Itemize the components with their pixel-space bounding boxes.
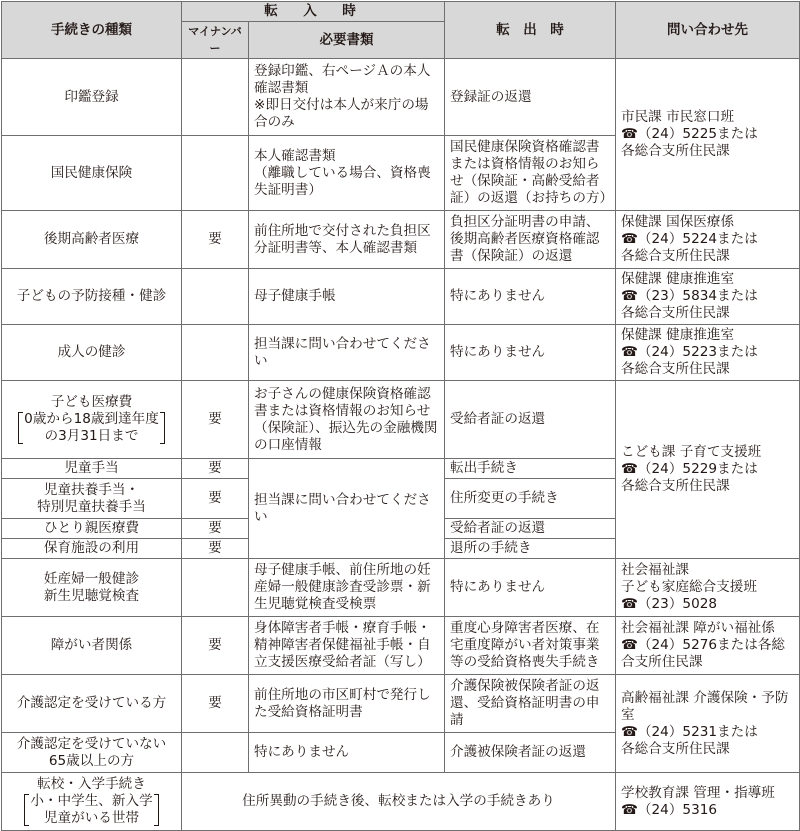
table-row [2,269,800,325]
required-documents: 身体障害者手帳・療育手帳・精神障害者保健福祉手帳・自立支援医療受給者証（写し） [249,617,445,675]
mynumber-required: 要 [182,211,249,269]
procedures-table [1,1,800,831]
header-move-out: 転 出 時 [445,2,616,59]
procedure-type-cell [2,381,182,459]
mynumber-required: 要 [182,479,249,519]
move-out-procedure: 特にありません [445,559,616,617]
table-row [2,559,800,617]
mynumber-required [182,733,249,773]
procedure-type: 後期高齢者医療 [2,211,182,269]
mynumber-required [182,136,249,211]
mynumber-required: 要 [182,519,249,539]
procedure-type: 国民健康保険 [2,136,182,211]
move-out-procedure: 受給者証の返還 [445,381,616,459]
procedure-type: 介護認定を受けている方 [2,675,182,733]
move-out-procedure: 介護保険被保険者証の返還、受給資格証明書の申請 [445,675,616,733]
mynumber-required: 要 [182,381,249,459]
move-out-procedure: 受給者証の返還 [445,519,616,539]
required-documents: お子さんの健康保険資格確認書または資格情報のお知らせ（保険証）、振込先の金融機関の口座情報 [249,381,445,459]
required-documents: 母子健康手帳、前住所地の妊産婦一般健康診査受診票・新生児聴覚検査受検票 [249,559,445,617]
move-out-procedure: 登録証の返還 [445,59,616,136]
table-row [2,381,800,459]
move-out-procedure: 退所の手続き [445,539,616,559]
contact-info: 社会福祉課 障がい福祉係 ☎（24）5276または各総合支所住民課 [616,617,800,675]
contact-info: 高齢福祉課 介護保険・予防室 ☎（24）5231または 各総合支所住民課 [616,675,800,773]
mynumber-required [182,269,249,325]
required-documents: 前住所地で交付された負担区分証明書等、本人確認書類 [249,211,445,269]
contact-info: 社会福祉課 子ども家庭総合支援班 ☎（23）5028 [616,559,800,617]
mynumber-required: 要 [182,459,249,479]
contact-info: 保健課 健康推進室 ☎（24）5223または 各総合支所住民課 [616,325,800,381]
move-out-procedure: 転出手続き [445,459,616,479]
procedure-type-cell [2,773,182,831]
header-mynumber: マイナンバー [182,22,249,59]
table-row [2,773,800,831]
procedure-type: 児童手当 [2,459,182,479]
table-row [2,617,800,675]
table-row [2,59,800,136]
procedure-type: 子ども医療費 [50,394,133,410]
contact-info: 学校教育課 管理・指導班 ☎（24）5316 [616,773,800,831]
required-documents: 母子健康手帳 [249,269,445,325]
move-out-procedure: 重度心身障害者医療、在宅重度障がい者対策事業等の受給資格喪失手続き [445,617,616,675]
move-out-procedure: 特にありません [445,325,616,381]
contact-info: 保健課 国保医療係 ☎（24）5224または 各総合支所住民課 [616,211,800,269]
move-out-procedure: 特にありません [445,269,616,325]
procedure-type: 保育施設の利用 [2,539,182,559]
procedure-type: 妊産婦一般健診 新生児聴覚検査 [2,559,182,617]
required-documents: 特にありません [249,733,445,773]
procedure-type: 介護認定を受けていない 65歳以上の方 [2,733,182,773]
mynumber-required [182,325,249,381]
procedure-type: 転校・入学手続き [37,776,146,792]
procedure-type: 障がい者関係 [2,617,182,675]
procedure-type: 成人の健診 [2,325,182,381]
required-documents: 登録印鑑、右ページＡの本人確認書類 ※即日交付は本人が来庁の場合のみ [249,59,445,136]
eligibility-note [24,793,158,827]
mynumber-required: 要 [182,617,249,675]
required-documents: 担当課に問い合わせてください [249,459,445,559]
header-documents: 必要書類 [249,22,445,59]
header-type: 手続きの種類 [2,2,182,59]
required-documents: 住所異動の手続き後、転校または入学の手続きあり [182,773,616,831]
move-out-procedure: 国民健康保険資格確認書または資格情報のお知らせ（保険証・高齢受給者証）の返還（お持ちの方） [445,136,616,211]
mynumber-required [182,559,249,617]
mynumber-required: 要 [182,539,249,559]
table-row [2,211,800,269]
procedure-type: 子どもの予防接種・健診 [2,269,182,325]
required-documents: 本人確認書類 （離職している場合、資格喪失証明書） [249,136,445,211]
table-row [2,325,800,381]
required-documents: 担当課に問い合わせてください [249,325,445,381]
procedure-type: 児童扶養手当・ 特別児童扶養手当 [2,479,182,519]
mynumber-required [182,59,249,136]
procedure-type: ひとり親医療費 [2,519,182,539]
move-out-procedure: 介護被保険者証の返還 [445,733,616,773]
header-contact: 問い合わせ先 [616,2,800,59]
contact-info: 市民課 市民窓口班 ☎（24）5225または 各総合支所住民課 [616,59,800,211]
age-range-note [18,411,165,445]
contact-info: 保健課 健康推進室 ☎（23）5834または 各総合支所住民課 [616,269,800,325]
age-range-text: 0歳から18歳到達年度 の3月31日まで [24,411,159,444]
table-row [2,675,800,733]
move-out-procedure: 住所変更の手続き [445,479,616,519]
contact-info: こども課 子育て支援班 ☎（24）5229または 各総合支所住民課 [616,381,800,559]
eligibility-text: 小・中学生、新入学 児童がいる世帯 [30,793,153,826]
mynumber-required: 要 [182,675,249,733]
header-move-in: 転 入 時 [182,2,445,22]
required-documents: 前住所地の市区町村で発行した受給資格証明書 [249,675,445,733]
move-out-procedure: 負担区分証明書の申請、後期高齢者医療資格確認書（保険証）の返還 [445,211,616,269]
procedure-type: 印鑑登録 [2,59,182,136]
